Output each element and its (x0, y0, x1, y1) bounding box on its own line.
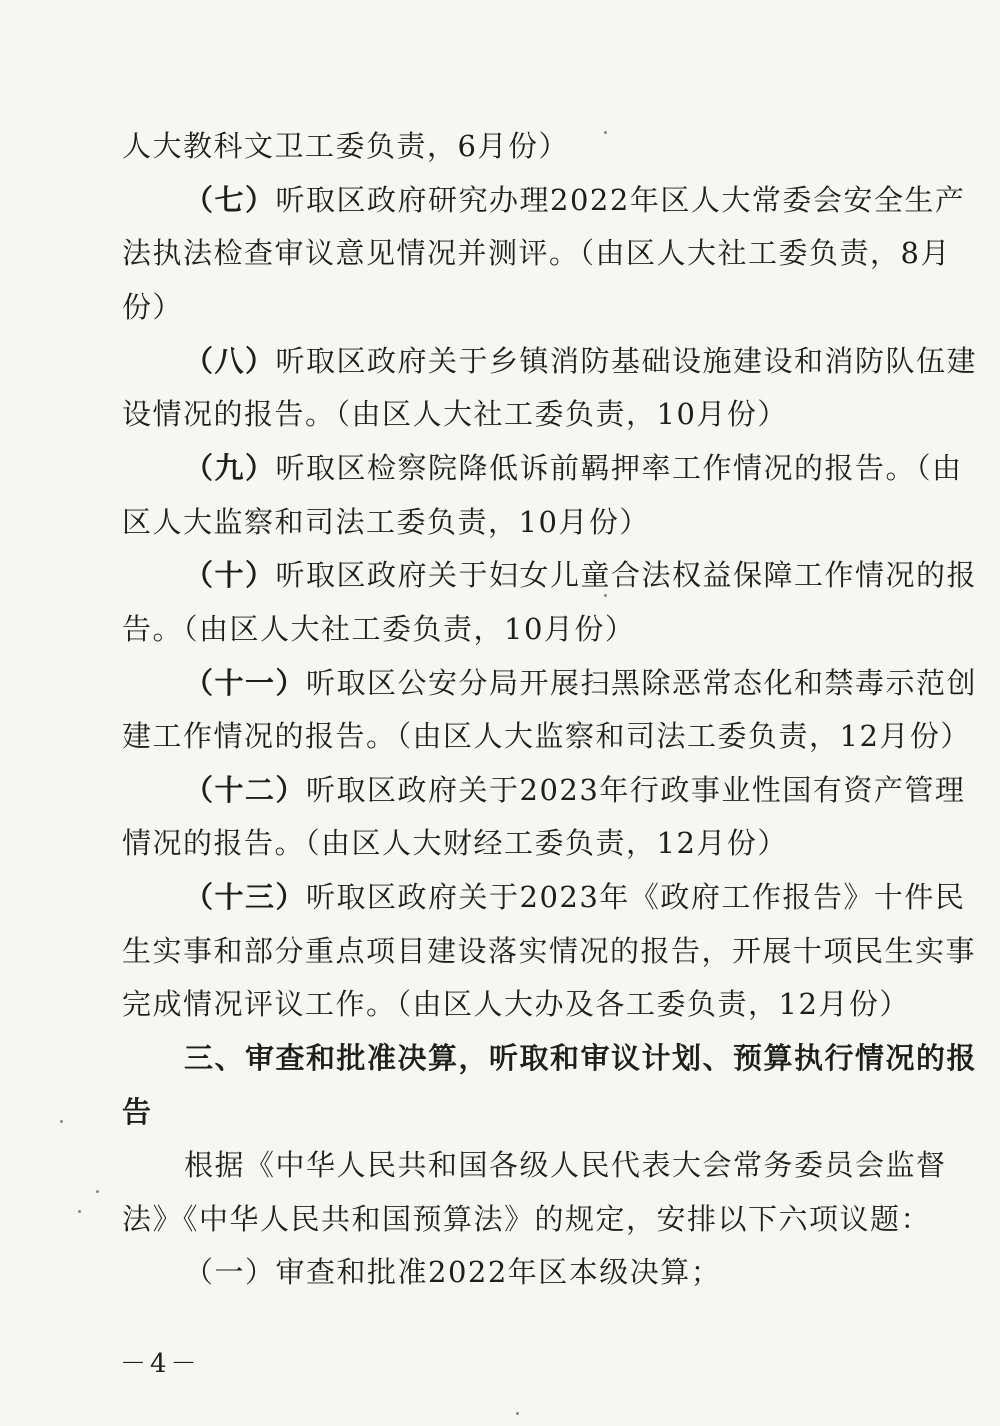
item-13-line-2 (0, 931, 1000, 971)
line-text: 听取区检察院降低诉前羁押率工作情况的报告。（由 (275, 451, 963, 485)
scan-speck (516, 1412, 519, 1415)
item-8-line-1 (0, 341, 1000, 381)
item-9-number: （九） (184, 451, 276, 485)
section-heading-text: 告 (122, 1095, 153, 1129)
line-text: 法执法检查审议意见情况并测评。（由区人大社工委负责，8月 (122, 236, 951, 270)
line-text: 建工作情况的报告。（由区人大监察和司法工委负责，12月份） (122, 719, 971, 753)
item-13-line-1 (0, 877, 1000, 917)
item-10-number: （十） (184, 558, 276, 592)
section-3-heading-line-2 (0, 1092, 1000, 1132)
line-text: 听取区政府研究办理2022年区人大常委会安全生产 (275, 183, 966, 217)
item-12-number: （十二） (184, 773, 307, 807)
line-text: （一）审查和批准2022年区本级决算； (184, 1255, 722, 1289)
item-7-line-3 (0, 287, 1000, 327)
line-text: 生实事和部分重点项目建设落实情况的报告，开展十项民生实事 (122, 934, 977, 968)
line-text: 情况的报告。（由区人大财经工委负责，12月份） (122, 826, 788, 860)
item-13-line-3 (0, 984, 1000, 1024)
line-text: 告。（由区人大社工委负责，10月份） (122, 612, 636, 646)
item-11-line-1 (0, 663, 1000, 703)
item-9-line-1 (0, 448, 1000, 488)
item-11-number: （十一） (184, 666, 307, 700)
item-8-number: （八） (184, 344, 276, 378)
line-text: 听取区公安分局开展扫黑除恶常态化和禁毒示范创 (306, 666, 978, 700)
line-text: 设情况的报告。（由区人大社工委负责，10月份） (122, 397, 788, 431)
line-text: 听取区政府关于妇女儿童合法权益保障工作情况的报 (275, 558, 978, 592)
line-text: 份） (122, 290, 184, 324)
line-text: 人大教科文卫工委负责，6月份） (122, 129, 569, 163)
line-text: 听取区政府关于2023年《政府工作报告》十件民 (306, 880, 966, 914)
paragraph-line-1 (0, 1145, 1000, 1185)
item-7-line-2 (0, 233, 1000, 273)
scan-speck (96, 1190, 99, 1193)
page-number: －4－ (120, 1349, 201, 1379)
paragraph-line-2 (0, 1199, 1000, 1239)
section-heading-text: 三、审查和批准决算，听取和审议计划、预算执行情况的报 (184, 1041, 978, 1075)
line-text: 根据《中华人民共和国各级人民代表大会常务委员会监督 (184, 1148, 947, 1182)
text-line-1 (0, 126, 1000, 166)
line-text: 听取区政府关于乡镇消防基础设施建设和消防队伍建 (275, 344, 978, 378)
scan-speck (78, 1210, 81, 1213)
item-8-line-2 (0, 394, 1000, 434)
sub-item-1-line (0, 1252, 1000, 1292)
line-text: 法》《中华人民共和国预算法》的规定，安排以下六项议题： (122, 1202, 932, 1236)
line-text: 区人大监察和司法工委负责，10月份） (122, 505, 650, 539)
item-7-line-1 (0, 180, 1000, 220)
scan-speck (60, 1120, 63, 1123)
item-9-line-2 (0, 502, 1000, 542)
item-12-line-1 (0, 770, 1000, 810)
scan-speck (604, 131, 607, 134)
item-12-line-2 (0, 823, 1000, 863)
item-10-line-2 (0, 609, 1000, 649)
item-7-number: （七） (184, 183, 276, 217)
item-10-line-1 (0, 555, 1000, 595)
line-text: 完成情况评议工作。（由区人大办及各工委负责，12月份） (122, 987, 910, 1021)
item-11-line-2 (0, 716, 1000, 756)
scan-speck (604, 594, 607, 597)
line-text: 听取区政府关于2023年行政事业性国有资产管理 (306, 773, 966, 807)
item-13-number: （十三） (184, 880, 307, 914)
section-3-heading-line-1 (0, 1038, 1000, 1078)
